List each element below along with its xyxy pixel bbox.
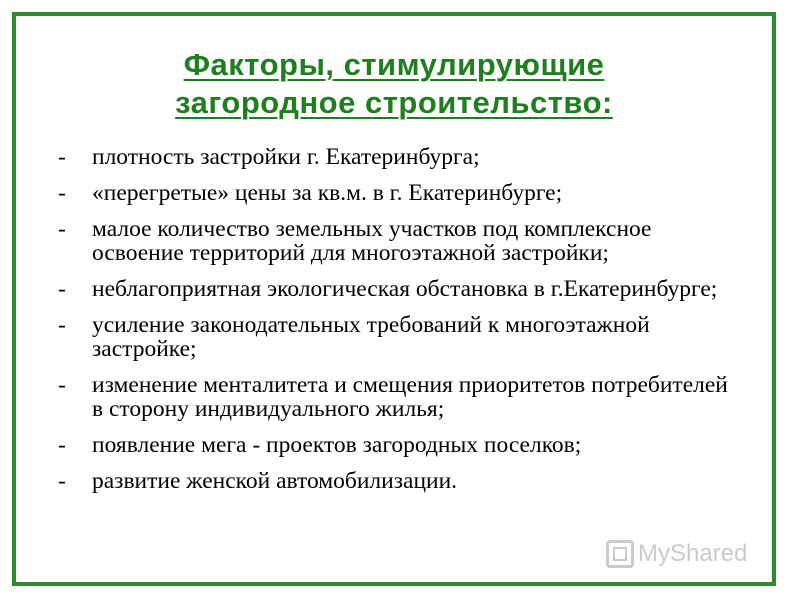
list-item <box>58 181 738 205</box>
factor-list <box>58 145 738 505</box>
list-item-text: неблагоприятная экологическая обстановка в г.Екатеринбурге; <box>92 276 718 302</box>
slide-title-line-1: Факторы, стимулирующие <box>183 47 605 82</box>
bullet-dash: - <box>58 144 66 170</box>
list-item-text: появление мега - проектов загородных поселков; <box>92 432 582 458</box>
list-item <box>58 433 738 457</box>
list-item-text: усиление законодательных требований к многоэтажной застройке; <box>92 312 650 362</box>
list-item <box>58 217 738 265</box>
list-item-text: изменение менталитета и смещения приоритетов потребителей в сторону индивидуального жилья; <box>92 372 728 422</box>
slide-title <box>16 46 772 122</box>
slide-title-line-2: загородное строительство: <box>175 85 613 120</box>
watermark-logo <box>606 540 747 568</box>
bullet-dash: - <box>58 276 66 302</box>
bullet-dash: - <box>58 432 66 458</box>
list-item-text: малое количество земельных участков под комплексное освоение территорий для многоэтажной застройки; <box>92 216 652 266</box>
list-item-text: плотность застройки г. Екатеринбурга; <box>92 144 480 170</box>
bullet-dash: - <box>58 372 66 398</box>
list-item <box>58 373 738 421</box>
bullet-dash: - <box>58 180 66 206</box>
list-item <box>58 313 738 361</box>
list-item <box>58 469 738 493</box>
bullet-dash: - <box>58 216 66 242</box>
list-item <box>58 277 738 301</box>
list-item <box>58 145 738 169</box>
bullet-dash: - <box>58 468 66 494</box>
watermark-text: MyShared <box>638 540 748 567</box>
presentation-icon <box>606 540 634 568</box>
list-item-text: «перегретые» цены за кв.м. в г. Екатеринбурге; <box>92 180 563 206</box>
list-item-text: развитие женской автомобилизации. <box>92 468 458 494</box>
bullet-dash: - <box>58 312 66 338</box>
